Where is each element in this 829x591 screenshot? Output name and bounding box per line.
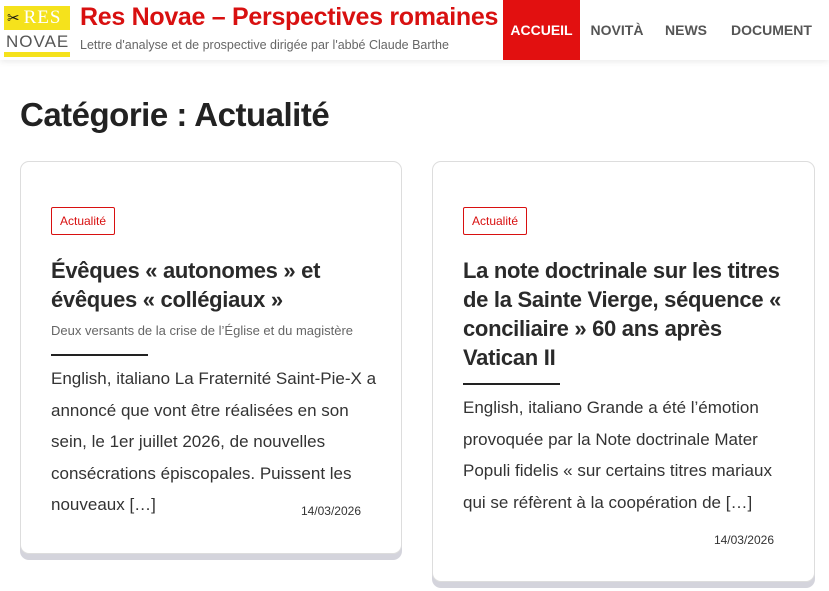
article-date: 14/03/2026	[300, 504, 361, 518]
crossed-keys-icon: ✂	[7, 9, 20, 27]
article-excerpt: English, italiano Grande a été l’émotion provoquée par la Note doctrinale Mater Populi fidelis « sur certains titres mariaux qui se réfèrent à la coopération de […]	[463, 398, 772, 512]
logo-top-band	[4, 6, 70, 30]
site-logo[interactable]	[4, 6, 70, 58]
logo-top-text: RES	[23, 7, 62, 28]
article-date: 14/03/2026	[713, 533, 774, 547]
article-excerpt: English, italiano La Fraternité Saint-Pie-X a annoncé que vont être réalisées en son sein, le 1er juillet 2026, de nouvelles consécrations épiscopales. Puissent les nouveaux […]	[51, 369, 377, 514]
nav-item-accueil[interactable]: ACCUEIL	[503, 0, 580, 60]
nav-item-document[interactable]: DOCUMENT	[731, 22, 812, 38]
title-divider	[463, 383, 560, 385]
article-card	[432, 161, 815, 582]
main-nav	[503, 0, 812, 60]
logo-strip	[4, 52, 70, 57]
category-badge[interactable]: Actualité	[51, 207, 115, 235]
article-title[interactable]: Évêques « autonomes » et évêques « collégiaux »	[51, 258, 321, 312]
article-card	[20, 161, 402, 554]
site-title[interactable]: Res Novae – Perspectives romaines	[80, 3, 499, 31]
article-subtitle: Deux versants de la crise de l’Église et du magistère	[51, 323, 354, 338]
nav-item-novita[interactable]: NOVITÀ	[590, 22, 644, 38]
page-title: Catégorie : Actualité	[20, 96, 330, 133]
title-divider	[51, 354, 148, 356]
site-header	[0, 0, 829, 60]
category-badge[interactable]: Actualité	[463, 207, 527, 235]
article-title[interactable]: La note doctrinale sur les titres de la Sainte Vierge, séquence « conciliaire » 60 ans après Vatican II	[463, 258, 782, 370]
nav-item-news[interactable]: NEWS	[665, 22, 707, 38]
logo-bottom-text: NOVAE	[6, 32, 70, 51]
site-tagline: Lettre d'analyse et de prospective dirigée par l'abbé Claude Barthe	[80, 38, 449, 52]
